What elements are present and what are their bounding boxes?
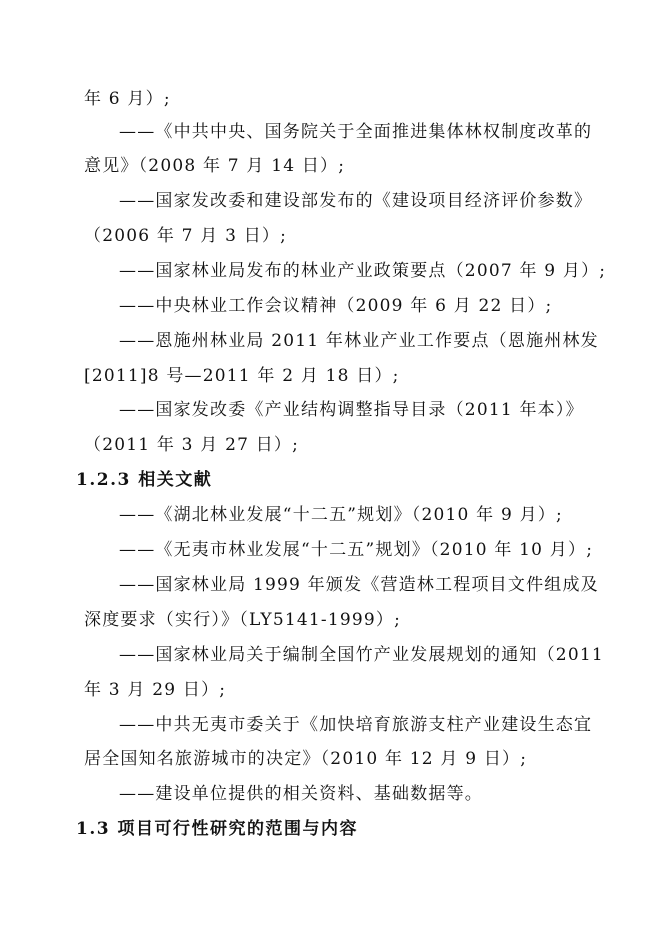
text-line-1: 年 6 月）; (84, 89, 171, 109)
text-line-3: 意见》（2008 年 7 月 14 日）; (84, 156, 346, 176)
text-line-15: ——国家林业局 1999 年颁发《营造林工程项目文件组成及 (119, 575, 599, 595)
text-line-17: ——国家林业局关于编制全国竹产业发展规划的通知（2011 (119, 645, 604, 665)
text-line-21: ——建设单位提供的相关资料、基础数据等。 (119, 784, 483, 804)
section-heading-1-3: 1.3 项目可行性研究的范围与内容 (76, 819, 358, 839)
text-line-5: （2006 年 7 月 3 日）; (84, 226, 288, 246)
text-line-4: ——国家发改委和建设部发布的《建设项目经济评价参数》 (119, 191, 593, 211)
text-line-13: ——《湖北林业发展“十二五”规划》（2010 年 9 月）; (119, 505, 563, 525)
text-line-20: 居全国知名旅游城市的决定》（2010 年 12 月 9 日）; (84, 749, 528, 769)
section-heading-1-2-3: 1.2.3 相关文献 (76, 470, 213, 490)
text-line-10: ——国家发改委《产业结构调整指导目录（2011 年本）》 (119, 400, 584, 420)
text-line-16: 深度要求（实行）》（LY5141-1999）; (84, 610, 402, 630)
text-line-7: ——中央林业工作会议精神（2009 年 6 月 22 日）; (119, 296, 553, 316)
text-line-6: ——国家林业局发布的林业产业政策要点（2007 年 9 月）; (119, 261, 607, 281)
text-line-19: ——中共无夷市委关于《加快培育旅游支柱产业建设生态宜 (119, 715, 593, 735)
text-line-9: [2011]8 号—2011 年 2 月 18 日）; (84, 366, 400, 386)
text-line-11: （2011 年 3 月 27 日）; (84, 435, 300, 455)
text-line-18: 年 3 月 29 日）; (84, 680, 227, 700)
text-line-8: ——恩施州林业局 2011 年林业产业工作要点（恩施州林发 (119, 331, 599, 351)
text-line-2: ——《中共中央、国务院关于全面推进集体林权制度改革的 (119, 122, 593, 142)
text-line-14: ——《无夷市林业发展“十二五”规划》（2010 年 10 月）; (119, 540, 594, 560)
